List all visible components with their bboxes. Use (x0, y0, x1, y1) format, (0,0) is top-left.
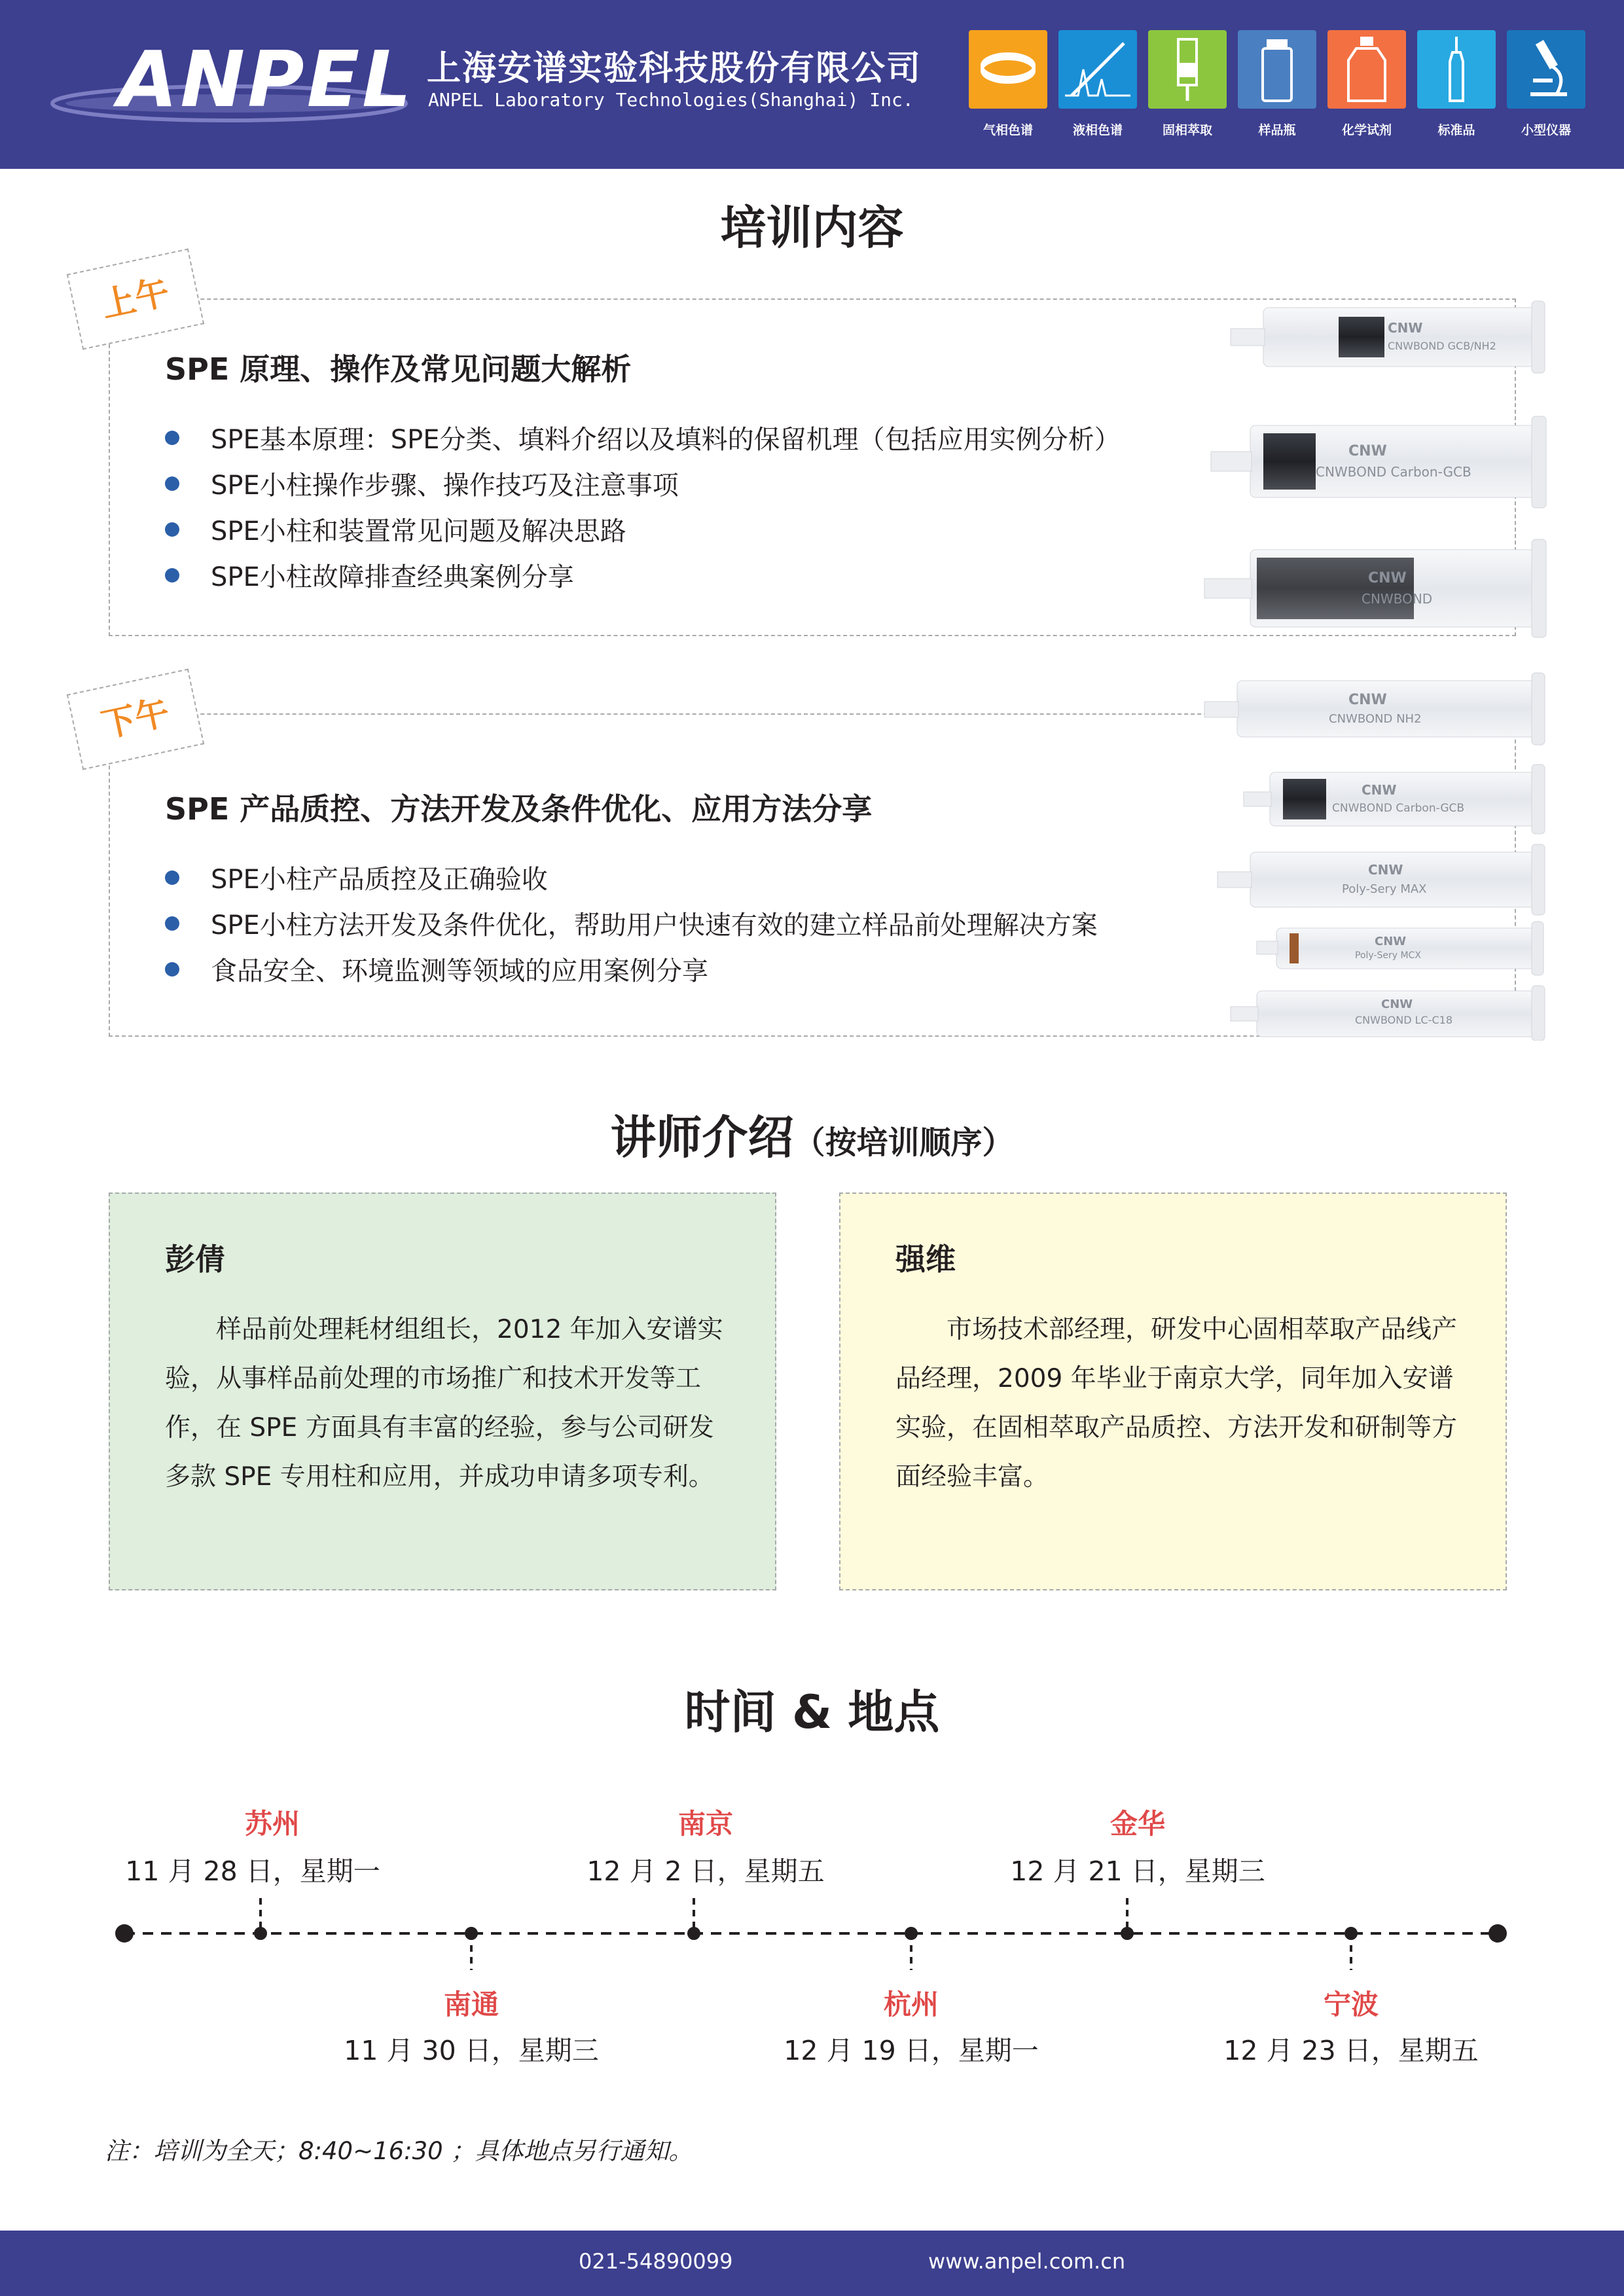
bullet-icon (165, 431, 179, 445)
cartridge-label: CNWBOND (1362, 591, 1433, 607)
cartridge-label: CNWBOND Carbon-GCB (1316, 464, 1471, 480)
afternoon-item: SPE小柱产品质控及正确验收 (211, 865, 548, 895)
morning-heading: SPE 原理、操作及常见问题大解析 (165, 351, 632, 387)
date-nanjing: 12 月 2 日，星期五 (586, 1856, 825, 1887)
cartridge-brand: CNW (1368, 862, 1403, 878)
cartridge-brand: CNW (1348, 692, 1387, 708)
vial-icon (1238, 30, 1316, 109)
lecturer-bio: 样品前处理耗材组组长，2012 年加入安谱实验，从事样品前处理的市场推广和技术开发等工作，在 SPE 方面具有丰富的经验，参与公司研发多款 SPE 专用柱和应用，并成功申请多项专利。 (165, 1315, 723, 1492)
schedule-title: 时间 & 地点 (684, 1685, 940, 1739)
bullet-icon (165, 568, 179, 583)
city-hangzhou: 杭州 (883, 1988, 939, 2020)
spe-cartridge (1244, 764, 1545, 834)
date-suzhou: 11 月 28 日，星期一 (125, 1856, 380, 1887)
footer-bar (0, 2231, 1624, 2296)
lecturer-name: 彭倩 (165, 1242, 225, 1277)
bullet-icon (165, 916, 179, 931)
footer-phone: 021-54890099 (579, 2249, 733, 2274)
lecturers-title: 讲师介绍 (610, 1111, 794, 1164)
product-label-instrument: 小型仪器 (1521, 123, 1571, 137)
company-name-en: ANPEL Laboratory Technologies(Shanghai) Inc. (428, 89, 914, 111)
cartridge-label: CNWBOND NH2 (1329, 712, 1422, 726)
spe-cartridges-image (1191, 288, 1558, 1041)
lecturer-card-peng (109, 1193, 776, 1590)
spe-cartridge (1218, 844, 1545, 915)
spe-cartridge-icon (1148, 30, 1227, 109)
date-ningbo: 12 月 23 日，星期五 (1223, 2035, 1479, 2066)
spe-cartridge (1257, 922, 1543, 975)
spe-cartridge (1211, 416, 1546, 508)
footer-website[interactable]: www.anpel.com.cn (928, 2249, 1126, 2274)
afternoon-item: 食品安全、环境监测等领域的应用案例分享 (211, 956, 708, 986)
schedule-note: 注：培训为全天；8:40~16:30 ；具体地点另行通知。 (105, 2137, 693, 2165)
microscope-icon (1507, 30, 1585, 109)
bullet-icon (165, 476, 179, 491)
spe-cartridge (1231, 986, 1545, 1041)
cartridge-brand: CNW (1368, 570, 1407, 586)
timeline (0, 1898, 1624, 1977)
date-nantong: 11 月 30 日，星期三 (344, 2035, 599, 2066)
product-label-gc: 气相色谱 (983, 123, 1033, 137)
morning-item: SPE基本原理：SPE分类、填料介绍以及填料的保留机理（包括应用实例分析） (211, 425, 1121, 455)
city-nantong: 南通 (443, 1988, 499, 2020)
morning-tag: 上午 (67, 249, 204, 350)
cartridge-label: CNWBOND GCB/NH2 (1388, 340, 1496, 352)
product-label-reagent: 化学试剂 (1341, 123, 1392, 137)
spe-cartridge (1204, 539, 1546, 637)
ampoule-icon (1417, 30, 1496, 109)
chromatogram-icon (1058, 30, 1137, 109)
bullet-icon (165, 870, 179, 885)
cartridge-label: CNWBOND Carbon-GCB (1332, 802, 1465, 815)
spe-cartridge (1204, 673, 1545, 745)
date-hangzhou: 12 月 19 日，星期一 (784, 2035, 1039, 2066)
cartridge-label: Poly-Sery MCX (1355, 950, 1421, 961)
timeline-end-icon (1489, 1924, 1507, 1943)
morning-item: SPE小柱故障排查经典案例分享 (211, 562, 574, 592)
afternoon-tag: 下午 (67, 669, 204, 770)
reagent-bottle-icon (1327, 30, 1406, 109)
gc-column-icon (969, 30, 1047, 109)
company-logo: ANPEL (118, 34, 414, 124)
lecturer-card-qiang (839, 1193, 1507, 1590)
company-name-cn: 上海安谱实验科技股份有限公司 (427, 49, 922, 88)
afternoon-heading: SPE 产品质控、方法开发及条件优化、应用方法分享 (165, 791, 873, 827)
training-title: 培训内容 (720, 201, 904, 255)
cartridge-label: Poly-Sery MAX (1342, 882, 1427, 896)
product-label-standard: 标准品 (1437, 123, 1475, 137)
product-label-lc: 液相色谱 (1072, 123, 1123, 137)
cartridge-brand: CNW (1388, 320, 1423, 336)
city-suzhou: 苏州 (244, 1808, 300, 1840)
afternoon-item: SPE小柱方法开发及条件优化，帮助用户快速有效的建立样品前处理解决方案 (211, 910, 1098, 941)
lecturers-subtitle: （按培训顺序） (793, 1124, 1014, 1161)
lecturer-name: 强维 (895, 1242, 956, 1277)
morning-item: SPE小柱和装置常见问题及解决思路 (211, 516, 626, 547)
lecturers-title-row (0, 1101, 1624, 1167)
cartridge-label: CNWBOND LC-C18 (1355, 1014, 1453, 1026)
date-jinhua: 12 月 21 日，星期三 (1010, 1856, 1265, 1887)
product-label-spe: 固相萃取 (1162, 123, 1212, 137)
spe-cartridge (1231, 301, 1545, 373)
lecturer-bio: 市场技术部经理，研发中心固相萃取产品线产品经理，2009 年毕业于南京大学，同年加入安谱实验，在固相萃取产品质控、方法开发和研制等方面经验丰富。 (895, 1315, 1458, 1492)
timeline-start-icon (115, 1924, 134, 1943)
city-nanjing: 南京 (677, 1808, 733, 1840)
product-label-vial: 样品瓶 (1258, 123, 1296, 137)
city-jinhua: 金华 (1110, 1808, 1165, 1840)
morning-item: SPE小柱操作步骤、操作技巧及注意事项 (211, 471, 679, 501)
bullet-icon (165, 522, 179, 537)
cartridge-brand: CNW (1348, 443, 1387, 459)
cartridge-brand: CNW (1375, 935, 1407, 948)
city-ningbo: 宁波 (1323, 1988, 1379, 2020)
bullet-icon (165, 962, 179, 977)
cartridge-brand: CNW (1362, 782, 1397, 798)
cartridge-brand: CNW (1381, 997, 1413, 1011)
